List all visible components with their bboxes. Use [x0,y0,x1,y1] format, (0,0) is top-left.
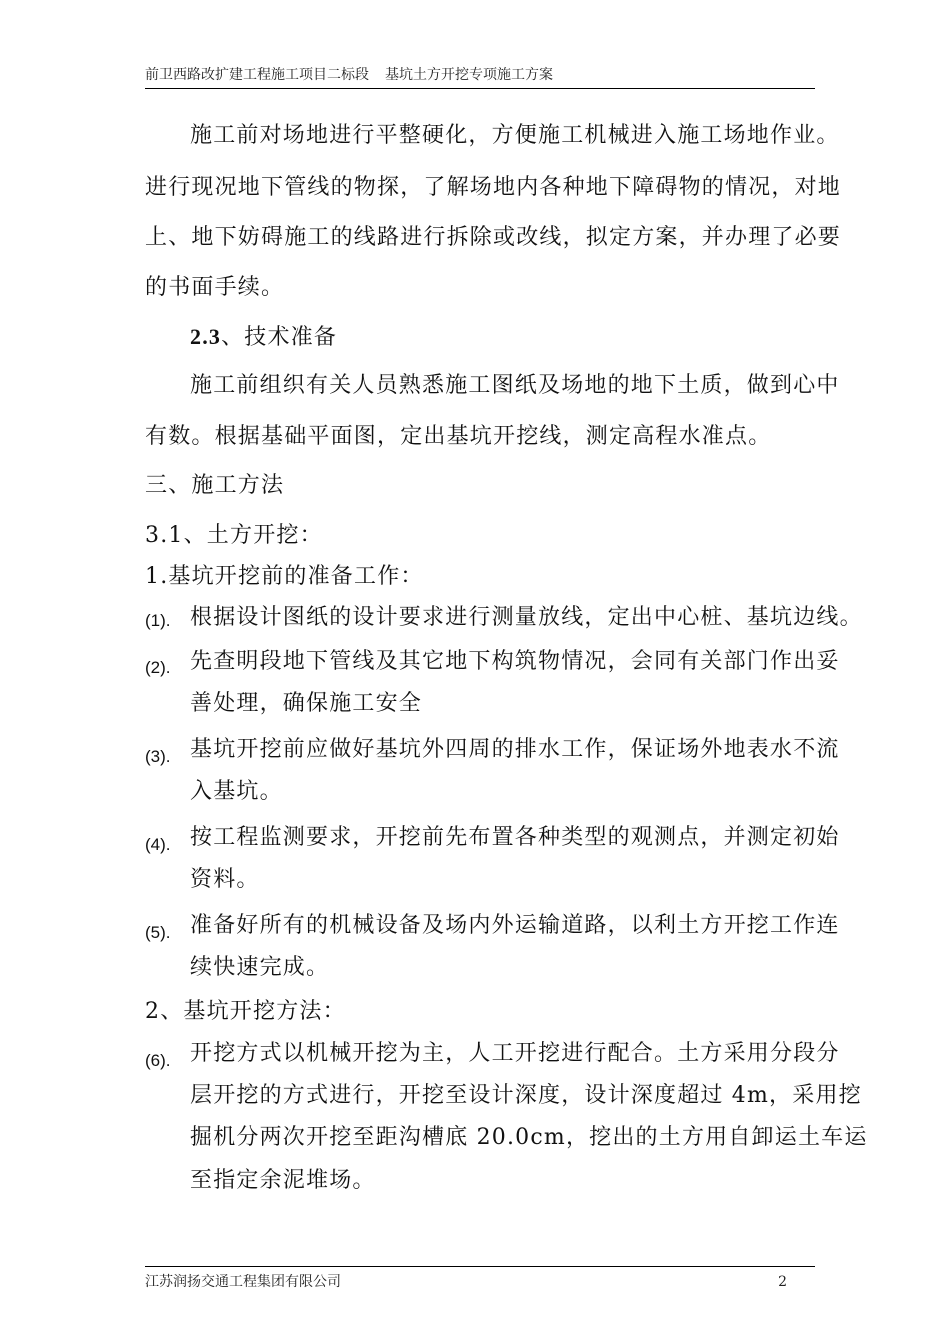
header-project: 前卫西路改扩建工程施工项目二标段 [145,67,369,83]
list-item-number: (6). [145,1051,171,1070]
paragraph-2-line-2: 有数。根据基础平面图，定出基坑开挖线，测定高程水准点。 [145,424,772,449]
excavation-method-heading: 2、基坑开挖方法： [145,999,346,1024]
list-item-1-line-1: 根据设计图纸的设计要求进行测量放线，定出中心桩、基坑边线。 [190,605,863,630]
list-item-3-line-1: 基坑开挖前应做好基坑外四周的排水工作，保证场外地表水不流 [190,737,840,762]
section-2-3-number: 2.3 [190,324,222,349]
prep-work-heading: 1.基坑开挖前的准备工作： [145,564,424,589]
page-number: 2 [778,1274,787,1290]
list-item-number: (3). [145,747,171,766]
header-doc-title: 基坑土方开挖专项施工方案 [385,67,553,83]
list-item-6-line-2: 层开挖的方式进行，开挖至设计深度，设计深度超过 4m，采用挖 [190,1083,862,1108]
page-header [145,66,815,89]
list-item-5-line-2: 续快速完成。 [190,955,330,980]
list-item-6-line-3: 掘机分两次开挖至距沟槽底 20.0cm，挖出的土方用自卸运土车运 [190,1125,868,1150]
list-item-number: (4). [145,835,171,854]
section-3-1-heading: 3.1、土方开挖： [145,523,323,548]
paragraph-2-line-1: 施工前组织有关人员熟悉施工图纸及场地的地下土质，做到心中 [190,373,840,398]
list-item-4-line-2: 资料。 [190,867,260,892]
footer-company: 江苏润扬交通工程集团有限公司 [145,1274,341,1290]
list-item-2-line-2: 善处理，确保施工安全 [190,691,423,716]
paragraph-1-line-1: 施工前对场地进行平整硬化，方便施工机械进入施工场地作业。 [190,123,840,148]
section-2-3-heading [190,322,337,353]
list-item-2-line-1: 先查明段地下管线及其它地下构筑物情况，会同有关部门作出妥 [190,649,840,674]
list-item-4-line-1: 按工程监测要求，开挖前先布置各种类型的观测点，并测定初始 [190,825,840,850]
list-item-number: (2). [145,658,171,677]
list-item-number: (5). [145,923,171,942]
list-item-6-line-1: 开挖方式以机械开挖为主，人工开挖进行配合。土方采用分段分 [190,1041,840,1066]
paragraph-1-line-3: 上、地下妨碍施工的线路进行拆除或改线，拟定方案，并办理了必要 [145,225,842,250]
section-3-heading: 三、施工方法 [145,473,285,498]
page-footer [145,1266,815,1291]
section-2-3-title: 、技术准备 [221,325,338,350]
paragraph-1-line-4: 的书面手续。 [145,275,285,300]
list-item-5-line-1: 准备好所有的机械设备及场内外运输道路，以利土方开挖工作连 [190,913,840,938]
paragraph-1-line-2: 进行现况地下管线的物探，了解场地内各种地下障碍物的情况，对地 [145,175,842,200]
list-item-number: (1). [145,611,171,630]
list-item-6-line-4: 至指定余泥堆场。 [190,1168,376,1193]
list-item-3-line-2: 入基坑。 [190,779,283,804]
